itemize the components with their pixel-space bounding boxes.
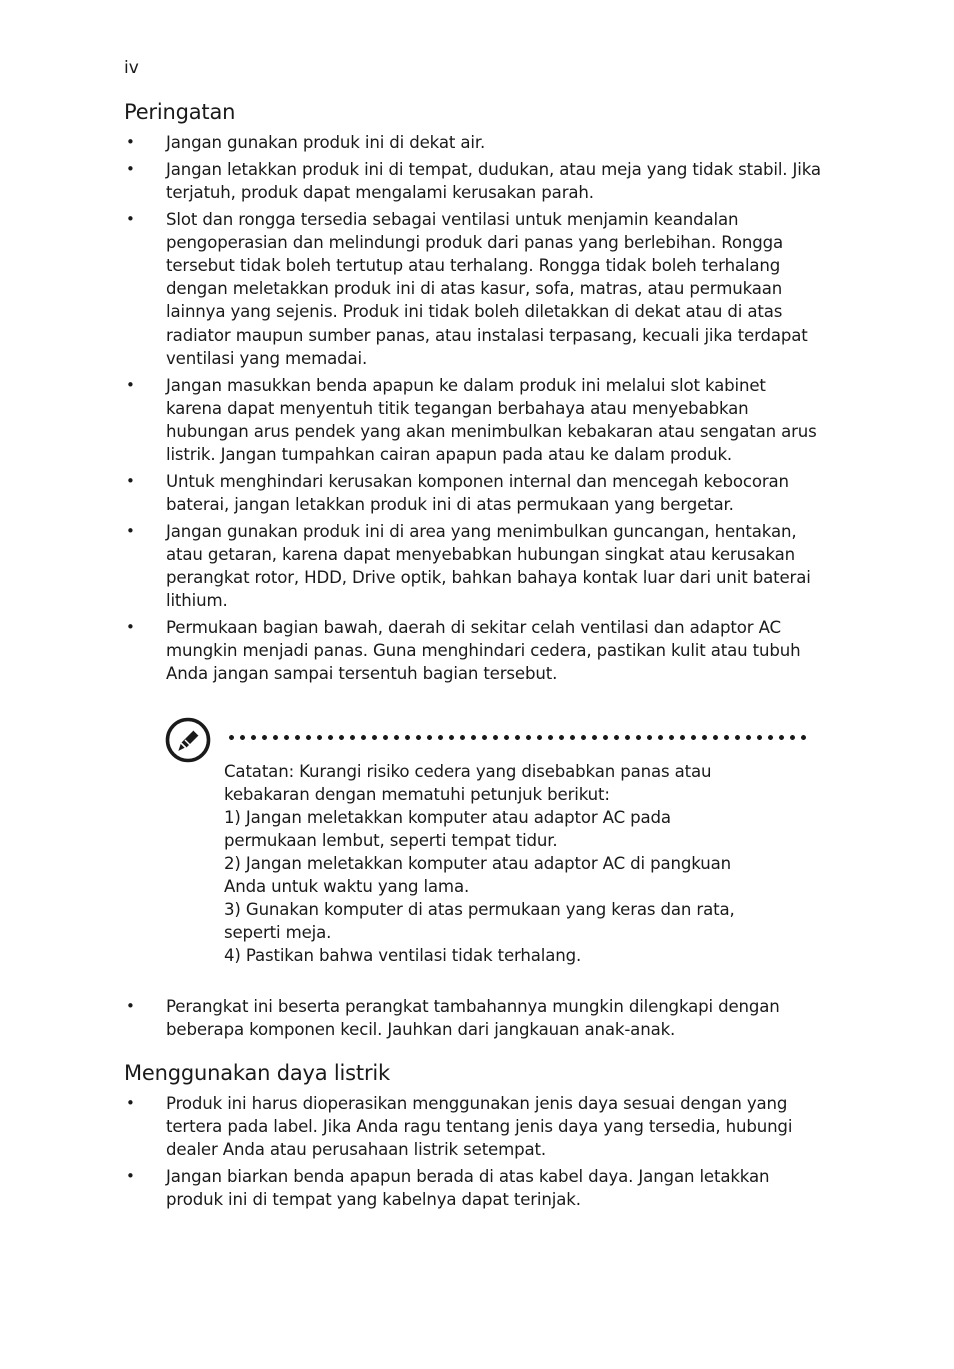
note-line: 3) Gunakan komputer di atas permukaan yang keras dan rata,: [224, 900, 735, 919]
list-item: [124, 208, 824, 370]
bullet-icon: •: [126, 1094, 135, 1112]
note-line: Anda untuk waktu yang lama.: [224, 877, 470, 896]
list-item: [124, 616, 824, 686]
note-line: seperti meja.: [224, 923, 332, 942]
note-line: 4) Pastikan bahwa ventilasi tidak terhalang.: [224, 946, 582, 965]
list-item: [124, 995, 824, 1041]
warning-list: [124, 131, 824, 689]
list-item-text: Jangan gunakan produk ini di dekat air.: [166, 133, 486, 152]
list-item: [124, 1092, 824, 1162]
bullet-icon: •: [126, 997, 135, 1015]
bullet-icon: •: [126, 521, 135, 540]
bullet-icon: •: [126, 375, 135, 394]
note-divider: [226, 735, 810, 740]
list-item-text: Jangan masukkan benda apapun ke dalam produk ini melalui slot kabinet karena dapat menyentuh titik tegangan berbahaya atau menyebabkan hubungan arus pendek yang akan menimbulkan kebakaran atau sengatan arus listrik. Jangan tumpahkan cairan apapun pada atau ke dalam produk.: [166, 375, 817, 465]
list-item-text: Permukaan bagian bawah, daerah di sekitar celah ventilasi dan adaptor AC mungkin menjadi panas. Guna menghindari cedera, pastikan kulit atau tubuh Anda jangan sampai tersentuh bagian tersebut.: [166, 618, 801, 684]
section-title-power: Menggunakan daya listrik: [124, 1061, 390, 1085]
list-item: [124, 374, 824, 467]
note-body: [224, 760, 814, 967]
list-item-text: Slot dan rongga tersedia sebagai ventilasi untuk menjamin keandalan pengoperasian dan melindungi produk dari panas yang berlebihan. Rongga tersebut tidak boleh tertutup atau terhalang. Rongga tidak boleh terhalang dengan meletakkan produk ini di atas kasur, sofa, matras, atau permukaan lainnya yang sejenis. Produk ini tidak boleh diletakkan di dekat atau di atas radiator maupun sumber panas, atau instalasi terpasang, kecuali jika terdapat ventilasi yang memadai.: [166, 209, 808, 368]
list-item: [124, 158, 824, 204]
note-line: kebakaran dengan mematuhi petunjuk berikut:: [224, 785, 610, 804]
note-line: [224, 760, 814, 783]
bullet-icon: •: [126, 133, 135, 151]
note-pen-icon: [164, 716, 212, 764]
bullet-icon: •: [126, 471, 135, 490]
bullet-icon: •: [126, 618, 135, 637]
page-number: iv: [124, 58, 139, 78]
note-label: Catatan: [224, 762, 289, 781]
list-item: [124, 131, 824, 154]
note-text: : Kurangi risiko cedera yang disebabkan panas atau: [288, 762, 712, 781]
list-item-text: Jangan letakkan produk ini di tempat, dudukan, atau meja yang tidak stabil. Jika terjatuh, produk dapat mengalami kerusakan parah.: [166, 159, 821, 202]
list-item: [124, 470, 824, 516]
note-line: 1) Jangan meletakkan komputer atau adaptor AC pada: [224, 808, 671, 827]
bullet-icon: •: [126, 209, 135, 228]
warning-list-continued: [124, 995, 824, 1045]
section-title-warning: Peringatan: [124, 100, 236, 124]
bullet-icon: •: [126, 1167, 135, 1186]
list-item-text: Produk ini harus dioperasikan menggunakan jenis daya sesuai dengan yang tertera pada label. Jika Anda ragu tentang jenis daya yang tersedia, hubungi dealer Anda atau perusahaan listrik setempat.: [166, 1094, 793, 1160]
list-item-text: Jangan biarkan benda apapun berada di atas kabel daya. Jangan letakkan produk ini di tempat yang kabelnya dapat terinjak.: [166, 1167, 770, 1210]
list-item-text: Jangan gunakan produk ini di area yang menimbulkan guncangan, hentakan, atau getaran, karena dapat menyebabkan hubungan singkat atau kerusakan perangkat rotor, HDD, Drive optik, bahkan bahaya kontak luar dari unit baterai lithium.: [166, 521, 811, 611]
list-item: [124, 1165, 824, 1211]
power-list: [124, 1092, 824, 1215]
note-line: 2) Jangan meletakkan komputer atau adaptor AC di pangkuan: [224, 854, 731, 873]
list-item-text: Perangkat ini beserta perangkat tambahannya mungkin dilengkapi dengan beberapa komponen kecil. Jauhkan dari jangkauan anak-anak.: [166, 997, 780, 1040]
bullet-icon: •: [126, 159, 135, 178]
list-item-text: Untuk menghindari kerusakan komponen internal dan mencegah kebocoran baterai, jangan letakkan produk ini di atas permukaan yang bergetar.: [166, 471, 789, 515]
list-item: [124, 520, 824, 613]
note-line: permukaan lembut, seperti tempat tidur.: [224, 831, 558, 850]
